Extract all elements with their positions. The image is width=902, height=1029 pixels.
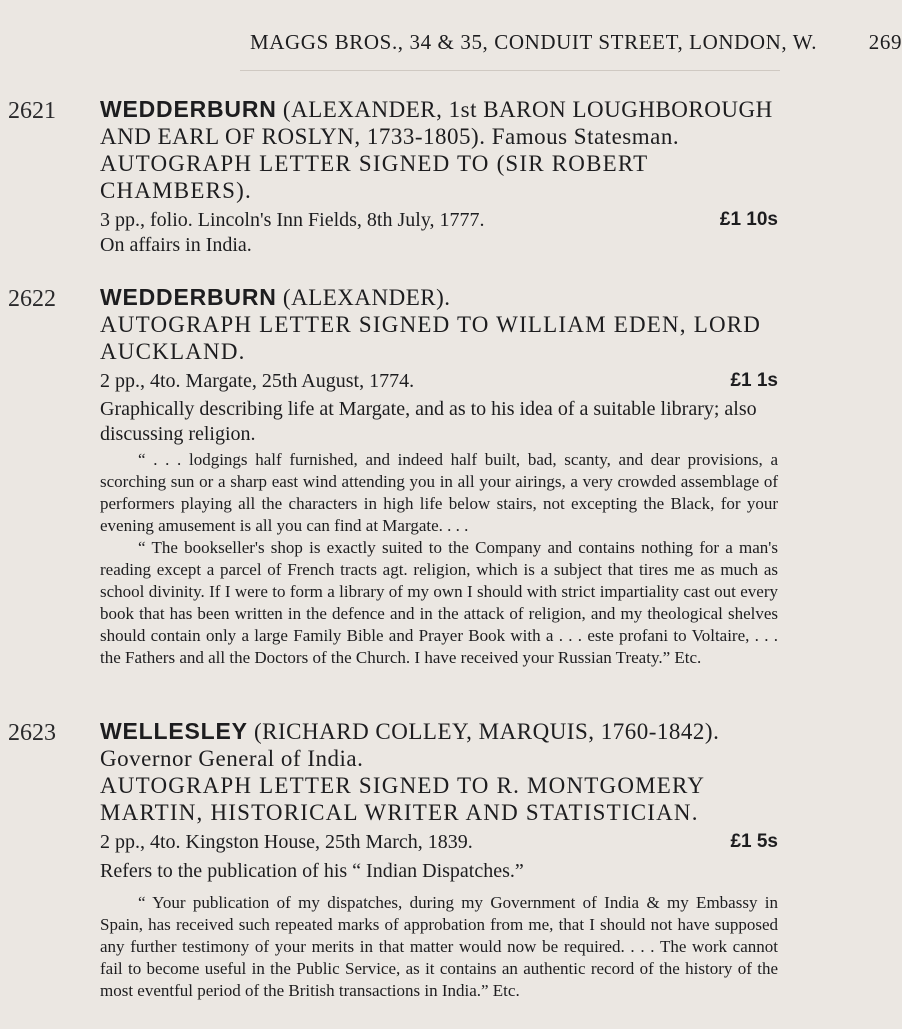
letter-description: AUTOGRAPH LETTER SIGNED TO WILLIAM EDEN, LORD AUCKLAND. [100, 312, 762, 364]
header-rule [240, 70, 780, 71]
entry-name: WELLESLEY [100, 718, 248, 744]
price: £1 10s [719, 209, 778, 230]
format-date: 2 pp., 4to. Margate, 25th August, 1774. [100, 370, 415, 392]
entry-title [100, 718, 778, 772]
format-date: 3 pp., folio. Lincoln's Inn Fields, 8th July, 1777. [100, 209, 485, 231]
entry-note: On affairs in India. [100, 234, 252, 256]
entry-meta [100, 207, 778, 233]
header-text: MAGGS BROS., 34 & 35, CONDUIT STREET, LONDON, W. [250, 30, 818, 54]
letter-description: AUTOGRAPH LETTER SIGNED TO R. MONTGOMERY MARTIN, HISTORICAL WRITER AND STATISTICIAN. [100, 773, 705, 825]
format-date: 2 pp., 4to. Kingston House, 25th March, 1839. [100, 831, 473, 853]
lot-entry-2622 [100, 284, 778, 669]
quote-paragraph: “ . . . lodgings half furnished, and indeed half built, bad, scanty, and dear provisions, a scorching sun or a sharp east wind attending you in all your airings, a very crowded assemblage of performers playing all the characters in high life below stairs, not excepting the Black, for your evening amusement is all you can find at Margate. . . . [100, 450, 778, 535]
entry-subtitle: (ALEXANDER). [276, 285, 451, 310]
running-header [250, 30, 902, 55]
entry-subtitle: (RICHARD COLLEY, MARQUIS, 1760-1842). Governor General of India. [100, 719, 720, 771]
entry-note: Graphically describing life at Margate, and as to his idea of a suitable library; also discussing religion. [100, 398, 757, 445]
lot-entry-2623 [100, 718, 778, 1002]
entry-name: WEDDERBURN [100, 284, 277, 310]
price: £1 1s [730, 370, 778, 391]
entry-meta [100, 368, 778, 394]
price: £1 5s [730, 831, 778, 852]
lot-number: 2621 [8, 98, 56, 124]
lot-number: 2622 [8, 286, 56, 312]
entry-meta [100, 829, 778, 855]
entry-title [100, 96, 778, 150]
entry-subtitle: (ALEXANDER, 1st BARON LOUGHBOROUGH AND EARL OF ROSLYN, 1733-1805). Famous Statesman. [100, 97, 773, 149]
quote-paragraph: “ Your publication of my dispatches, during my Government of India & my Embassy in Spain, has received such repeated marks of approbation from me, that I should not have supposed any further testimony of your merits in that matter would now be required. . . . The work cannot fail to become useful in the Public Service, as it contains an authentic record of the history of the most eventful period of the British transactions in India.” Etc. [100, 893, 778, 1000]
lot-number: 2623 [8, 720, 56, 746]
letter-description: AUTOGRAPH LETTER SIGNED TO (SIR ROBERT CHAMBERS). [100, 151, 648, 203]
page-number: 269 [868, 30, 902, 54]
lot-entry-2621 [100, 96, 778, 258]
entry-note: Refers to the publication of his “ Indian Dispatches.” [100, 860, 524, 882]
entry-name: WEDDERBURN [100, 96, 277, 122]
entry-title [100, 284, 778, 311]
quote-paragraph: “ The bookseller's shop is exactly suited to the Company and contains nothing for a man's reading except a parcel of French tracts agt. religion, which is a subject that tires me as much as school divinity. If I were to form a library of my own I should with strict impartiality cast out every book that has been written in the defence and in the attack of religion, and my theological shelves should contain only a large Family Bible and Prayer Book with a . . . este profani to Voltaire, . . . the Fathers and all the Doctors of the Church. I have received your Russian Treaty.” Etc. [100, 538, 778, 667]
